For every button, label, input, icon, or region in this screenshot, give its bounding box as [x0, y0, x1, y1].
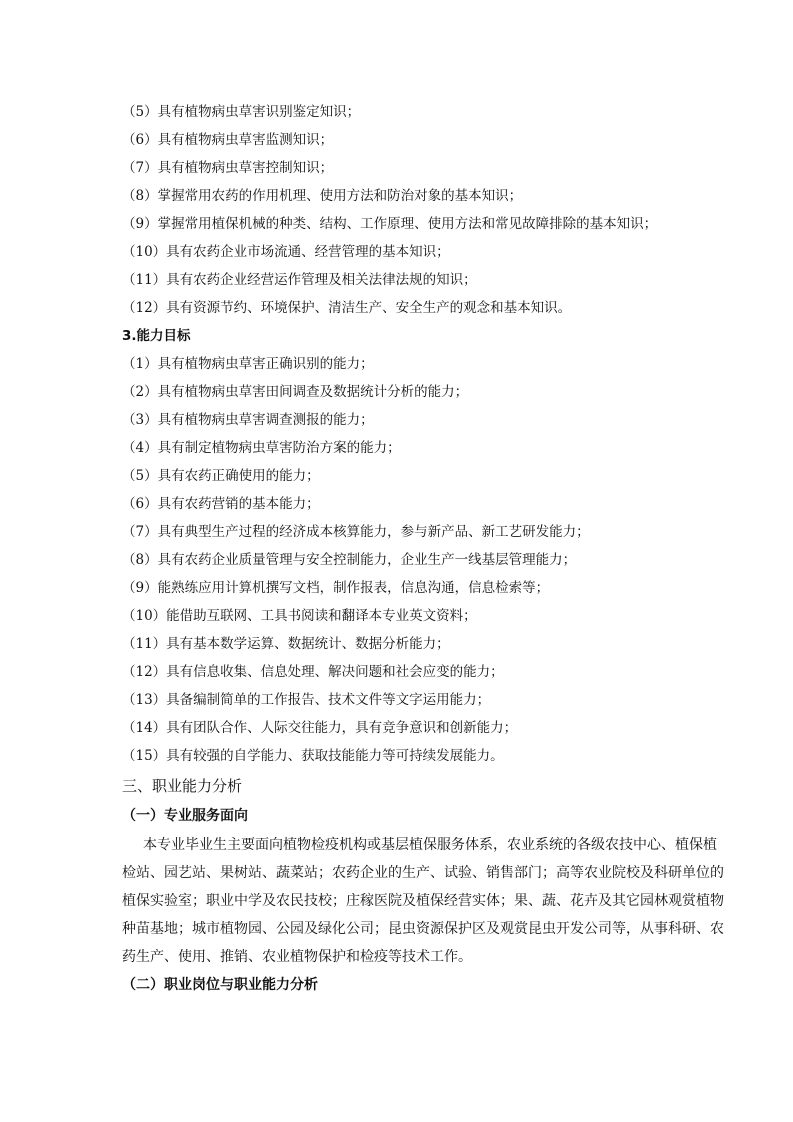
paragraph-line: 植保实验室；职业中学及农民技校；庄稼医院及植保经营实体；果、蔬、花卉及其它园林观赏植物: [122, 893, 724, 909]
ability-item: （7）具有典型生产过程的经济成本核算能力，参与新产品、新工艺研发能力；: [122, 524, 590, 540]
ability-item: （15）具有较强的自学能力、获取技能能力等可持续发展能力。: [122, 748, 504, 764]
paragraph-line: 检站、园艺站、果树站、蔬菜站；农药企业的生产、试验、销售部门；高等农业院校及科研单位的: [122, 865, 724, 881]
subsection-title: （一）专业服务面向: [122, 808, 248, 824]
ability-item: （8）具有农药企业质量管理与安全控制能力，企业生产一线基层管理能力；: [122, 552, 577, 568]
knowledge-item: （7）具有植物病虫草害控制知识；: [122, 160, 334, 176]
knowledge-item: （5）具有植物病虫草害识别鉴定知识；: [122, 104, 361, 120]
section-title: 三、职业能力分析: [122, 777, 243, 795]
ability-item: （1）具有植物病虫草害正确识别的能力；: [122, 356, 374, 372]
ability-item: （14）具有团队合作、人际交往能力，具有竞争意识和创新能力；: [122, 720, 518, 736]
ability-item: （13）具备编制简单的工作报告、技术文件等文字运用能力；: [122, 692, 491, 708]
knowledge-item: （9）掌握常用植保机械的种类、结构、工作原理、使用方法和常见故障排除的基本知识；: [122, 216, 658, 232]
ability-item: （12）具有信息收集、信息处理、解决问题和社会应变的能力；: [122, 664, 504, 680]
ability-item: （6）具有农药营销的基本能力；: [122, 496, 320, 512]
knowledge-item: （8）掌握常用农药的作用机理、使用方法和防治对象的基本知识；: [122, 188, 523, 204]
ability-item: （2）具有植物病虫草害田间调查及数据统计分析的能力；: [122, 384, 469, 400]
ability-item: （4）具有制定植物病虫草害防治方案的能力；: [122, 440, 401, 456]
ability-item: （5）具有农药正确使用的能力；: [122, 468, 320, 484]
subsection-title: （二）职业岗位与职业能力分析: [122, 977, 318, 993]
paragraph-line: 种苗基地；城市植物园、公园及绿化公司；昆虫资源保护区及观赏昆虫开发公司等，从事科研、农: [122, 921, 724, 937]
ability-item: （11）具有基本数学运算、数据统计、数据分析能力；: [122, 636, 450, 652]
paragraph-line: 本专业毕业生主要面向植物检疫机构或基层植保服务体系，农业系统的各级农技中心、植保植: [143, 837, 717, 853]
ability-item: （3）具有植物病虫草害调查测报的能力；: [122, 412, 374, 428]
knowledge-item: （6）具有植物病虫草害监测知识；: [122, 132, 334, 148]
paragraph-line: 药生产、使用、推销、农业植物保护和检疫等技术工作。: [122, 949, 472, 965]
knowledge-item: （12）具有资源节约、环境保护、清洁生产、安全生产的观念和基本知识。: [122, 300, 572, 316]
ability-item: （10）能借助互联网、工具书阅读和翻译本专业英文资料；: [122, 608, 477, 624]
ability-heading: 3.能力目标: [122, 328, 191, 344]
knowledge-item: （10）具有农药企业市场流通、经营管理的基本知识；: [122, 244, 450, 260]
knowledge-item: （11）具有农药企业经营运作管理及相关法律法规的知识；: [122, 272, 477, 288]
ability-item: （9）能熟练应用计算机撰写文档，制作报表，信息沟通，信息检索等；: [122, 580, 550, 596]
